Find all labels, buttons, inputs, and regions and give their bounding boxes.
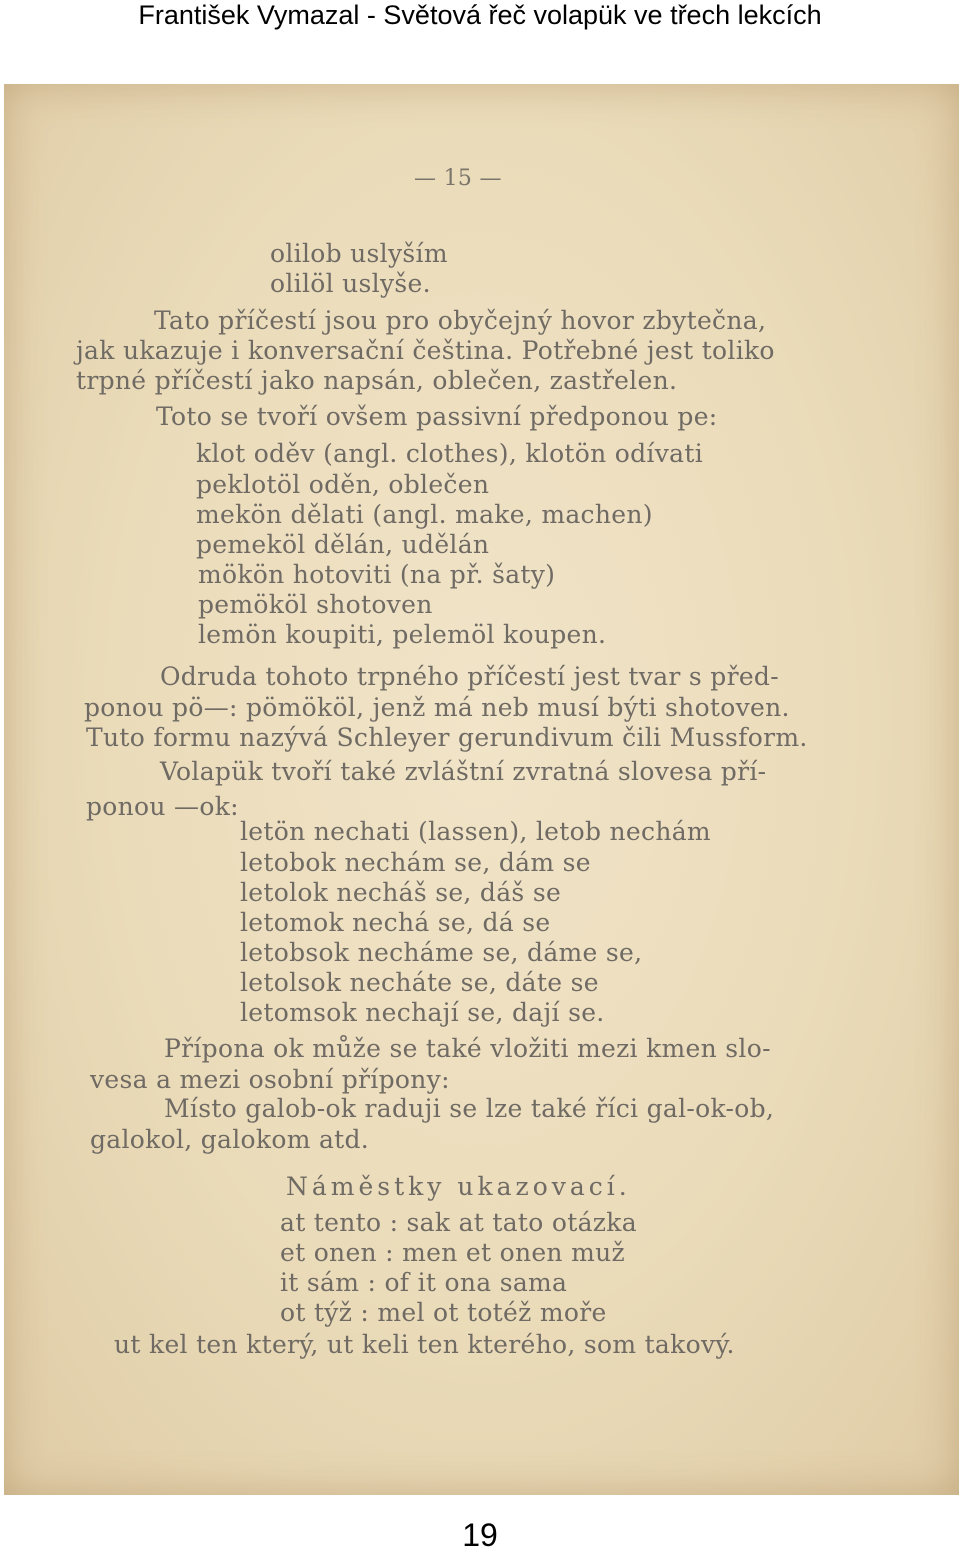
text-line: mökön hotoviti (na př. šaty) xyxy=(198,560,556,589)
text-line: mekön dělati (angl. make, machen) xyxy=(196,500,653,529)
text-line: Místo galob-ok raduji se lze také říci gal-ok-ob, xyxy=(164,1094,775,1123)
text-line: ut kel ten který, ut keli ten kterého, som takový. xyxy=(114,1330,735,1359)
text-line: Toto se tvoří ovšem passivní předponou pe: xyxy=(156,402,718,431)
text-line: pemököl shotoven xyxy=(198,590,433,619)
footer-page-number: 19 xyxy=(462,1517,498,1553)
text-line: ponou pö—: pömököl, jenž má neb musí býti shotoven. xyxy=(84,693,790,722)
text-line: letomok nechá se, dá se xyxy=(240,908,551,937)
text-line: klot oděv (angl. clothes), klotön odívati xyxy=(196,439,703,468)
text-line: Tato příčestí jsou pro obyčejný hovor zbytečna, xyxy=(154,306,767,335)
text-line: trpné příčestí jako napsán, oblečen, zastřelen. xyxy=(76,366,678,395)
text-line: Tuto formu nazývá Schleyer gerundivum čili Mussform. xyxy=(86,723,808,752)
text-line: Volapük tvoří také zvláštní zvratná slovesa pří- xyxy=(160,757,767,786)
text-line: letomsok nechají se, dají se. xyxy=(240,998,605,1027)
text-line: jak ukazuje i konversační čeština. Potřebné jest toliko xyxy=(76,336,775,365)
text-line: olilob uslyším xyxy=(270,239,448,268)
text-line: at tento : sak at tato otázka xyxy=(280,1208,637,1237)
scan-page-number: — 15 — xyxy=(414,166,502,191)
text-line: olilöl uslyše. xyxy=(270,269,431,298)
scanned-page xyxy=(4,84,959,1495)
text-line: letobok nechám se, dám se xyxy=(240,848,591,877)
text-line: letobsok necháme se, dáme se, xyxy=(240,938,643,967)
text-line: et onen : men et onen muž xyxy=(280,1238,625,1267)
text-line: Odruda tohoto trpného příčestí jest tvar s před- xyxy=(160,662,779,691)
section-heading: Náměstky ukazovací. xyxy=(286,1172,631,1201)
text-line: pemeköl dělán, udělán xyxy=(196,530,490,559)
text-line: galokol, galokom atd. xyxy=(90,1125,370,1154)
text-line: vesa a mezi osobní přípony: xyxy=(90,1065,450,1094)
text-line: letolok necháš se, dáš se xyxy=(240,878,562,907)
text-line: lemön koupiti, pelemöl koupen. xyxy=(198,620,607,649)
document-title: František Vymazal - Světová řeč volapük ve třech lekcích xyxy=(138,0,822,30)
text-line: peklotöl oděn, oblečen xyxy=(196,470,490,499)
text-line: letolsok necháte se, dáte se xyxy=(240,968,599,997)
text-line: letön nechati (lassen), letob nechám xyxy=(240,817,711,846)
text-line: it sám : of it ona sama xyxy=(280,1268,568,1297)
text-line: Přípona ok může se také vložiti mezi kmen slo- xyxy=(164,1034,771,1063)
text-line: ot týž : mel ot totéž moře xyxy=(280,1298,607,1327)
text-line: ponou —ok: xyxy=(86,792,239,821)
